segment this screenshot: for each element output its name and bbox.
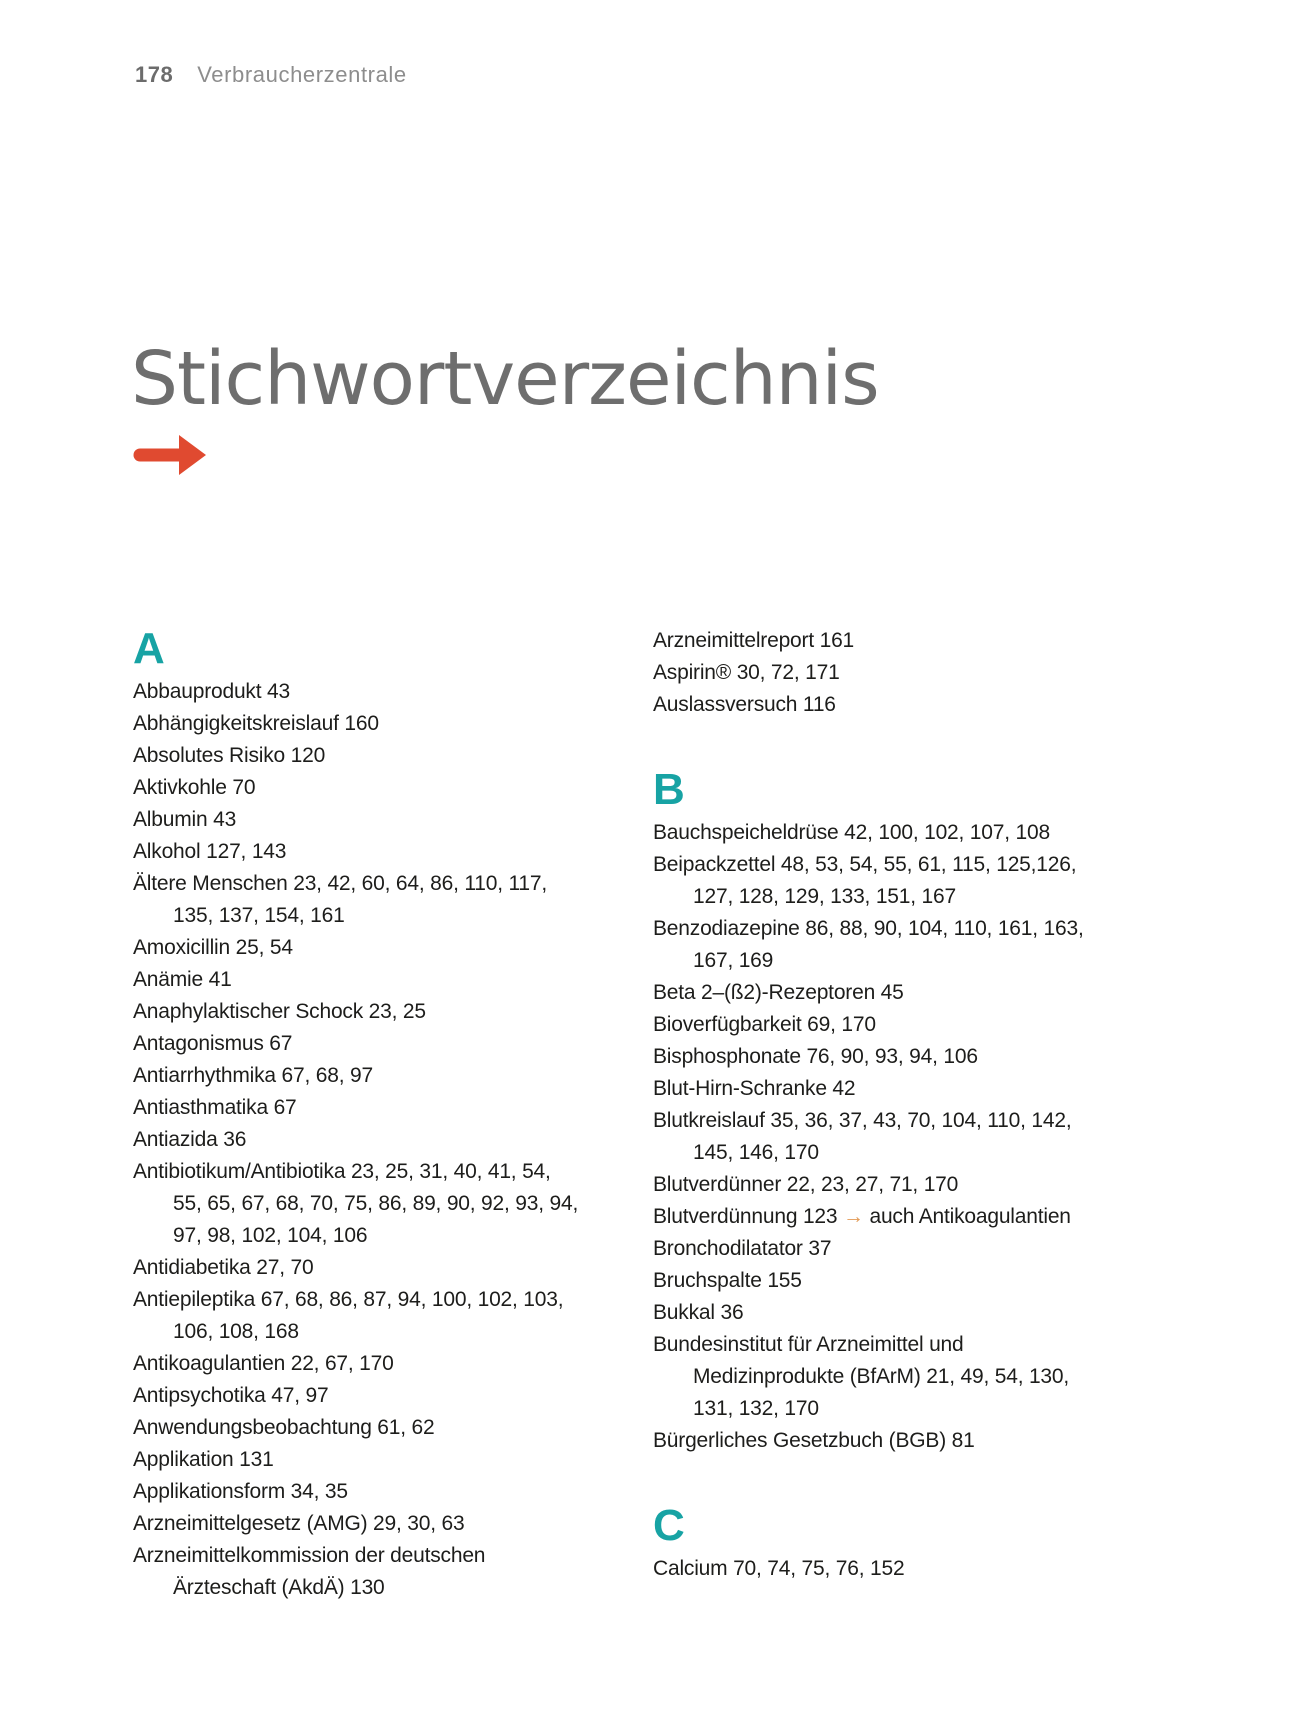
- index-entry-line-continuation: 131, 132, 170: [693, 1397, 819, 1420]
- index-entry-line: Antiepileptika 67, 68, 86, 87, 94, 100, 102, 103,: [133, 1288, 564, 1311]
- section-letter-b: B: [653, 765, 685, 814]
- section-letter-c: C: [653, 1501, 685, 1550]
- index-entry-line-continuation: 106, 108, 168: [173, 1320, 299, 1343]
- index-entry-line: Amoxicillin 25, 54: [133, 936, 293, 959]
- index-entry-line: Antibiotikum/Antibiotika 23, 25, 31, 40, 41, 54,: [133, 1160, 551, 1183]
- cross-reference-arrow-icon: →: [843, 1205, 864, 1228]
- index-entry: [133, 1348, 673, 1380]
- index-entry: [653, 1297, 1193, 1329]
- index-entry-line: Alkohol 127, 143: [133, 840, 287, 863]
- index-entry-line: Antidiabetika 27, 70: [133, 1256, 314, 1279]
- index-entry-line: Abbauprodukt 43: [133, 680, 290, 703]
- index-entry: [133, 1444, 673, 1476]
- index-entry-line: Blutverdünner 22, 23, 27, 71, 170: [653, 1173, 959, 1196]
- index-entry: [133, 1412, 673, 1444]
- index-entry-line-continuation: 135, 137, 154, 161: [173, 904, 345, 927]
- title-arrow-icon: [133, 434, 209, 476]
- index-entry: [133, 1508, 673, 1540]
- index-entry: [133, 836, 673, 868]
- index-entry: [653, 1233, 1193, 1265]
- index-entry: [133, 1092, 673, 1124]
- index-entry-line: Beipackzettel 48, 53, 54, 55, 61, 115, 125,126,: [653, 853, 1077, 876]
- index-entry-line: Bioverfügbarkeit 69, 170: [653, 1013, 876, 1036]
- index-entry-line: Arzneimittelgesetz (AMG) 29, 30, 63: [133, 1512, 465, 1535]
- index-entry: [653, 1169, 1193, 1201]
- index-entry: [653, 625, 1193, 657]
- index-entry: [133, 1252, 673, 1284]
- section-letter-a: A: [133, 624, 165, 673]
- index-entry-line: Bundesinstitut für Arzneimittel und: [653, 1333, 964, 1356]
- index-entry: [133, 772, 673, 804]
- index-entry: [133, 1060, 673, 1092]
- page-header-label: Verbraucherzentrale: [197, 62, 407, 87]
- index-entry-line: Anaphylaktischer Schock 23, 25: [133, 1000, 426, 1023]
- index-entry: [653, 817, 1193, 849]
- index-entry: [133, 1380, 673, 1412]
- index-entry: [133, 932, 673, 964]
- index-entry-line: Blutverdünnung 123 → auch Antikoagulantien: [653, 1205, 1071, 1228]
- index-entry-line: Antipsychotika 47, 97: [133, 1384, 329, 1407]
- index-entry-line: Aspirin® 30, 72, 171: [653, 661, 840, 684]
- index-entry: [653, 1105, 1193, 1169]
- index-entry-line: Antagonismus 67: [133, 1032, 293, 1055]
- index-entry-line: Antiasthmatika 67: [133, 1096, 297, 1119]
- index-entry: [133, 1540, 673, 1604]
- index-entry-line: Bronchodilatator 37: [653, 1237, 832, 1260]
- index-entry-line: Beta 2–(ß2)-Rezeptoren 45: [653, 981, 904, 1004]
- index-entry: [133, 676, 673, 708]
- index-entry: [133, 868, 673, 932]
- index-entry: [653, 1265, 1193, 1297]
- index-entry: [653, 657, 1193, 689]
- index-entry: [653, 849, 1193, 913]
- index-entry-line: Bauchspeicheldrüse 42, 100, 102, 107, 108: [653, 821, 1050, 844]
- index-entry: [133, 1284, 673, 1348]
- index-entry: [653, 1201, 1193, 1233]
- index-entry-line: Ältere Menschen 23, 42, 60, 64, 86, 110, 117,: [133, 872, 548, 895]
- index-entry-line-continuation: 55, 65, 67, 68, 70, 75, 86, 89, 90, 92, 93, 94,: [173, 1192, 579, 1215]
- index-entry-line-continuation: 97, 98, 102, 104, 106: [173, 1224, 368, 1247]
- index-entry-line: Aktivkohle 70: [133, 776, 256, 799]
- index-entry-line-continuation: Medizinprodukte (BfArM) 21, 49, 54, 130,: [693, 1365, 1070, 1388]
- index-entry-line: Auslassversuch 116: [653, 693, 836, 716]
- page-number: 178: [135, 62, 174, 87]
- index-entry: [133, 1156, 673, 1252]
- index-entry-line: Anämie 41: [133, 968, 232, 991]
- index-entry: [653, 1009, 1193, 1041]
- index-entry-line-continuation: 167, 169: [693, 949, 774, 972]
- index-entry-line: Arzneimittelkommission der deutschen: [133, 1544, 486, 1567]
- index-entry: [133, 708, 673, 740]
- index-entry-line: Bisphosphonate 76, 90, 93, 94, 106: [653, 1045, 978, 1068]
- page-title: Stichwortverzeichnis: [131, 336, 879, 422]
- index-entry-line: Bruchspalte 155: [653, 1269, 802, 1292]
- index-entry: [653, 1553, 1193, 1585]
- page-header: [135, 62, 407, 88]
- index-entry: [653, 689, 1193, 721]
- index-entry: [133, 964, 673, 996]
- index-entry-line: Arzneimittelreport 161: [653, 629, 855, 652]
- index-column-left: [133, 620, 673, 1604]
- index-entry: [133, 740, 673, 772]
- index-entry-line-continuation: 127, 128, 129, 133, 151, 167: [693, 885, 956, 908]
- index-entry-line: Bukkal 36: [653, 1301, 744, 1324]
- index-entry: [133, 804, 673, 836]
- index-entry-line-continuation: Ärzteschaft (AkdÄ) 130: [173, 1576, 385, 1599]
- index-entry-line: Albumin 43: [133, 808, 237, 831]
- index-column-right: [653, 620, 1193, 1585]
- index-entry: [133, 1124, 673, 1156]
- index-entry-line: Antiazida 36: [133, 1128, 247, 1151]
- index-entry-line: Antiarrhythmika 67, 68, 97: [133, 1064, 373, 1087]
- index-entry: [653, 1425, 1193, 1457]
- index-entry-line: Applikationsform 34, 35: [133, 1480, 348, 1503]
- index-entry: [653, 1073, 1193, 1105]
- index-entry-line: Abhängigkeitskreislauf 160: [133, 712, 379, 735]
- index-entry-line: Absolutes Risiko 120: [133, 744, 326, 767]
- index-entry-line: Blutkreislauf 35, 36, 37, 43, 70, 104, 110, 142,: [653, 1109, 1072, 1132]
- index-entry-line: Benzodiazepine 86, 88, 90, 104, 110, 161, 163,: [653, 917, 1084, 940]
- index-entry-line: Calcium 70, 74, 75, 76, 152: [653, 1557, 905, 1580]
- index-entry-line: Antikoagulantien 22, 67, 170: [133, 1352, 394, 1375]
- cross-reference-text: auch Antikoagulantien: [863, 1205, 1071, 1228]
- index-entry: [133, 1476, 673, 1508]
- index-entry: [133, 1028, 673, 1060]
- index-entry-line: Applikation 131: [133, 1448, 274, 1471]
- index-entry: [653, 913, 1193, 977]
- index-entry-line: Blut-Hirn-Schranke 42: [653, 1077, 856, 1100]
- index-entry: [653, 1041, 1193, 1073]
- index-entry: [653, 977, 1193, 1009]
- index-entry-line: Anwendungsbeobachtung 61, 62: [133, 1416, 435, 1439]
- index-entry-line: Bürgerliches Gesetzbuch (BGB) 81: [653, 1429, 975, 1452]
- index-entry: [653, 1329, 1193, 1425]
- index-entry-line-continuation: 145, 146, 170: [693, 1141, 819, 1164]
- index-entry: [133, 996, 673, 1028]
